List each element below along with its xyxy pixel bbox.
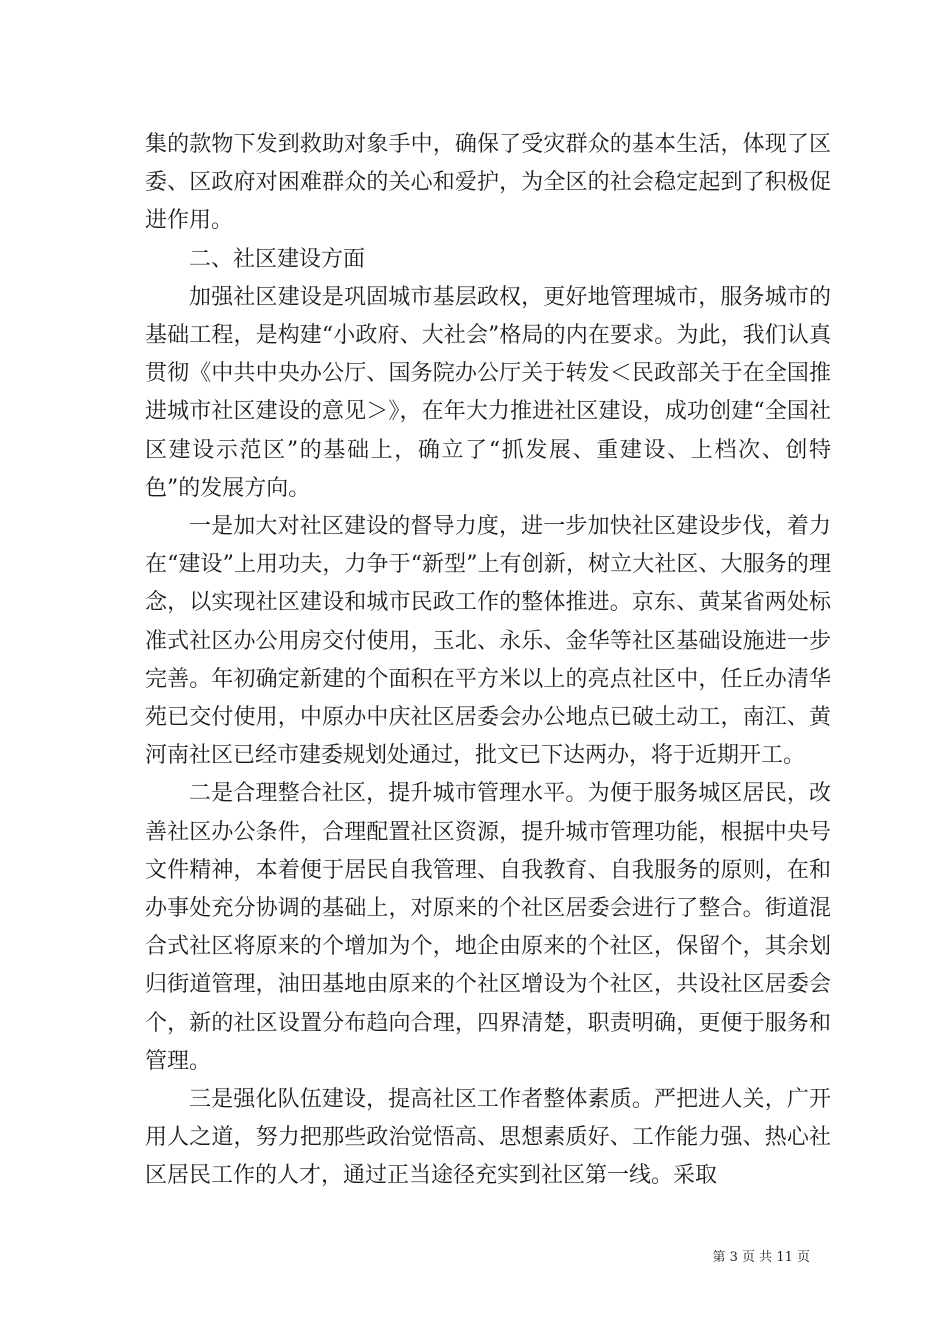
document-body — [145, 126, 831, 1196]
section-heading: 二、社区建设方面 — [189, 246, 366, 272]
paragraph: 三是强化队伍建设，提高社区工作者整体素质。严把进人关，广开用人之道，努力把那些政治觉悟高、思想素质好、工作能力强、热心社区居民工作的人才，通过正当途径充实到社区第一线。采取 — [145, 1087, 831, 1189]
paragraph: 一是加大对社区建设的督导力度，进一步加快社区建设步伐，着力在“建设”上用功夫，力争于“新型”上有创新，树立大社区、大服务的理念，以实现社区建设和城市民政工作的整体推进。京东、黄某省两处标准式社区办公用房交付使用，玉北、永乐、金华等社区基础设施进一步完善。年初确定新建的个面积在平方米以上的亮点社区中，任丘办清华苑已交付使用，中原办中庆社区居委会办公地点已破土动工，南江、黄河南社区已经市建委规划处通过，批文已下达两办，将于近期开工。 — [145, 514, 831, 769]
paragraph: 加强社区建设是巩固城市基层政权，更好地管理城市，服务城市的基础工程，是构建“小政府、大社会”格局的内在要求。为此，我们认真贯彻《中共中央办公厅、国务院办公厅关于转发＜民政部关于在全国推进城市社区建设的意见＞》，在年大力推进社区建设，成功创建“全国社区建设示范区”的基础上，确立了“抓发展、重建设、上档次、创特色”的发展方向。 — [145, 284, 831, 501]
page-number-footer: 第 3 页 共 11 页 — [712, 1250, 810, 1265]
paragraph: 二是合理整合社区，提升城市管理水平。为便于服务城区居民，改善社区办公条件，合理配置社区资源，提升城市管理功能，根据中央号文件精神，本着便于居民自我管理、自我教育、自我服务的原则，在和办事处充分协调的基础上，对原来的个社区居委会进行了整合。街道混合式社区将原来的个增加为个，地企由原来的个社区，保留个，其余划归街道管理，油田基地由原来的个社区增设为个社区，共设社区居委会个，新的社区设置分布趋向合理，四界清楚，职责明确，更便于服务和管理。 — [145, 781, 831, 1074]
paragraph-continuation: 集的款物下发到救助对象手中，确保了受灾群众的基本生活，体现了区委、区政府对困难群众的关心和爱护，为全区的社会稳定起到了积极促进作用。 — [145, 132, 831, 234]
